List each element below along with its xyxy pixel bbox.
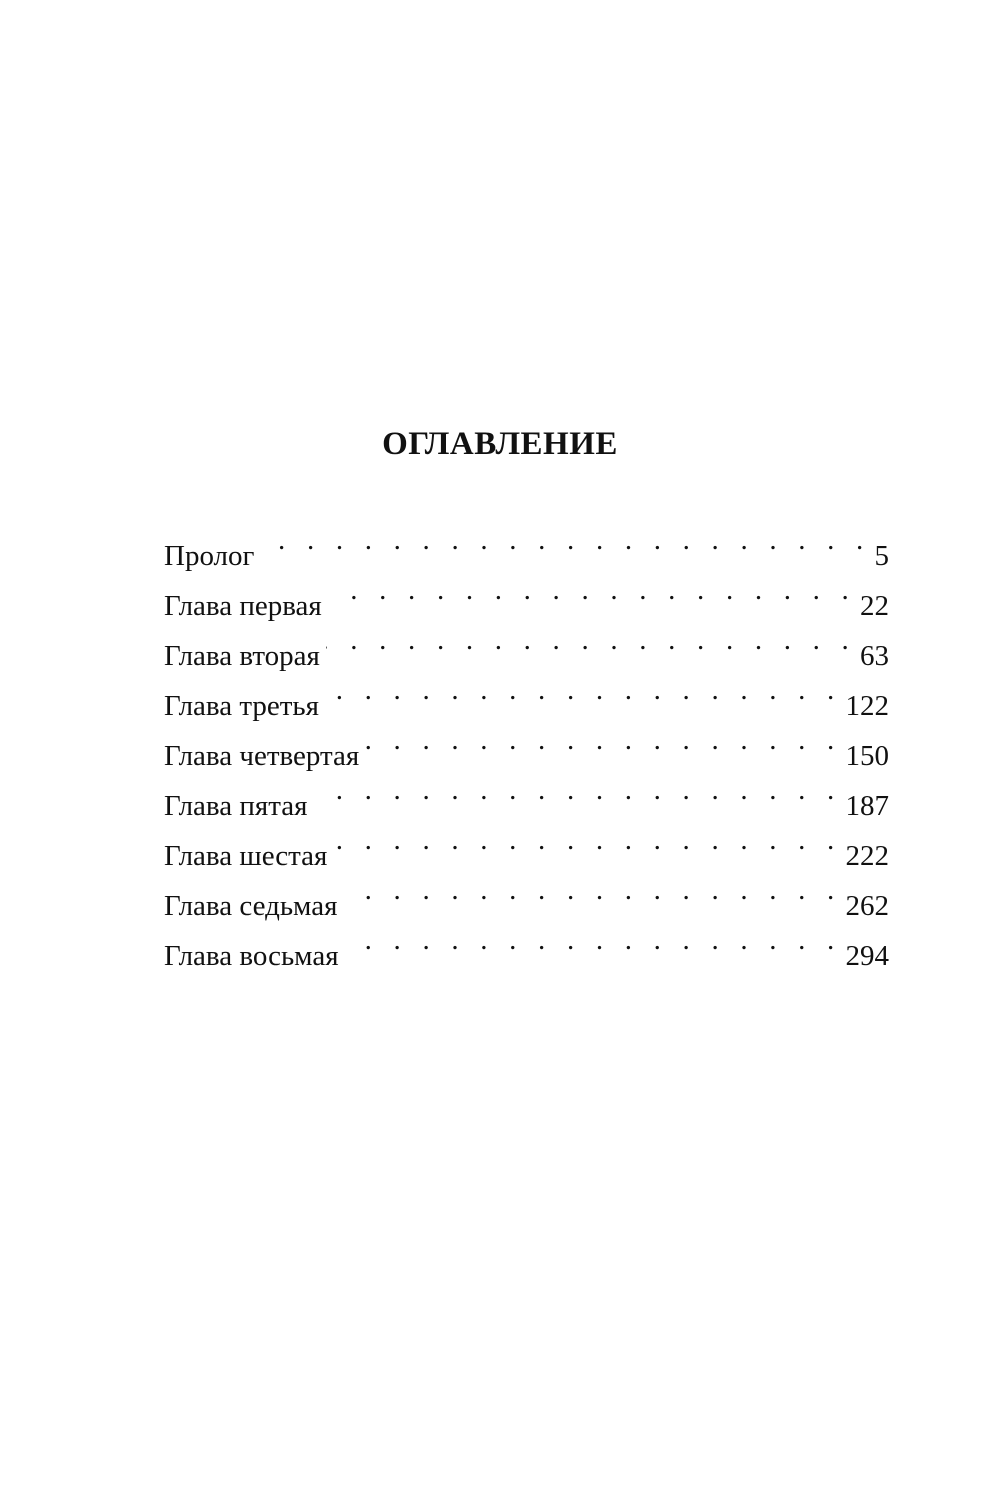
- toc-entry-label: Пролог: [164, 540, 255, 572]
- toc-entry-label: Глава третья: [164, 690, 319, 722]
- toc-entry-prologue[interactable]: [164, 515, 889, 572]
- page-title: ОГЛАВЛЕНИЕ: [382, 426, 618, 462]
- dot-leader: [325, 665, 842, 715]
- toc-entry-page: 122: [845, 690, 889, 722]
- toc-entry-label: Глава седьмая: [164, 890, 338, 922]
- dot-leader: [260, 515, 870, 565]
- toc-entry-label: Глава восьмая: [164, 940, 339, 972]
- toc-entry-label: Глава шестая: [164, 840, 328, 872]
- toc-entry-page: 187: [845, 790, 889, 822]
- table-of-contents: [164, 515, 889, 972]
- toc-entry-page: 222: [845, 840, 889, 872]
- toc-entry-page: 294: [845, 940, 889, 972]
- toc-entry-label: Глава первая: [164, 590, 322, 622]
- dot-leader: [345, 915, 842, 965]
- dot-leader: [313, 765, 841, 815]
- toc-entry-page: 262: [845, 890, 889, 922]
- toc-entry-label: Глава четвертая: [164, 740, 360, 772]
- toc-entry-page: 63: [860, 640, 889, 672]
- dot-leader: [365, 715, 841, 765]
- toc-entry-page: 22: [860, 590, 889, 622]
- dot-leader: [326, 615, 856, 665]
- dot-leader: [328, 565, 856, 615]
- toc-entry-label: Глава пятая: [164, 790, 308, 822]
- dot-leader: [333, 815, 841, 865]
- dot-leader: [343, 865, 841, 915]
- toc-entry-label: Глава вторая: [164, 640, 320, 672]
- toc-entry-page: 150: [845, 740, 889, 772]
- toc-entry-chapter-1[interactable]: [164, 565, 889, 622]
- toc-entry-page: 5: [874, 540, 889, 572]
